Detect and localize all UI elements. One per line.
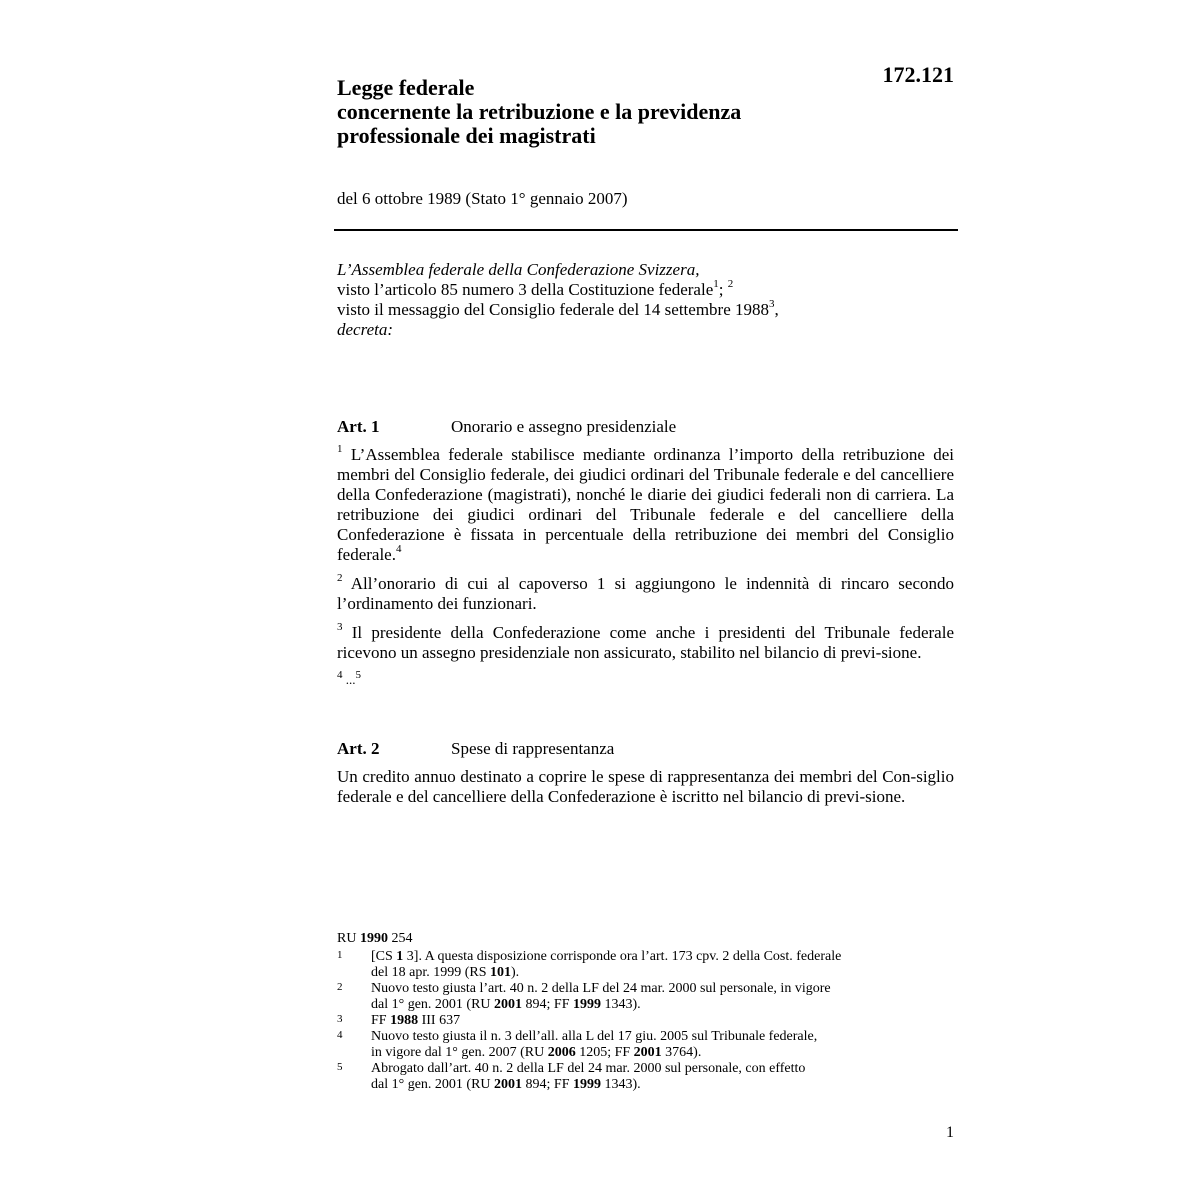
- article-number: Art. 2: [337, 739, 380, 758]
- footnote-item: [337, 1061, 937, 1093]
- article-number: Art. 1: [337, 417, 380, 436]
- preamble-decree: decreta:: [337, 320, 394, 339]
- article-heading: [337, 739, 614, 759]
- footnote-ref[interactable]: 5: [355, 668, 361, 681]
- paragraph: Un credito annuo destinato a coprire le spese di rappresentanza dei membri del Con-siglio federale e del cancelliere della Confederazione è iscritto nel bilancio di previ-sione.: [337, 767, 954, 806]
- footnote-line: Abrogato dall’art. 40 n. 2 della LF del 24 mar. 2000 sul personale, con effetto: [371, 1061, 806, 1076]
- paragraph-text: ...: [345, 672, 356, 687]
- paragraph-text: Il presidente della Confederazione come anche i presidenti del Tribunale federale ricevono un assegno presidenziale non assicurato, stabilito nel bilancio di previ-sione.: [337, 623, 954, 662]
- paragraph: [337, 623, 954, 663]
- paragraph: [337, 445, 954, 565]
- footnote-line: del 18 apr. 1999 (RS 101).: [371, 965, 520, 980]
- footnote-ref[interactable]: 2: [727, 278, 734, 291]
- footnote-line: dal 1° gen. 2001 (RU 2001 894; FF 1999 1343).: [371, 997, 641, 1012]
- title-line: Legge federale: [337, 75, 475, 100]
- paragraph-number: 4: [337, 668, 343, 681]
- preamble-text: visto il messaggio del Consiglio federale del 14 settembre 1988: [337, 300, 769, 319]
- preamble-line: [337, 300, 954, 320]
- footnote-item: [337, 1029, 937, 1061]
- preamble-authority: L’Assemblea federale della Confederazione Svizzera,: [337, 260, 700, 279]
- law-title: [337, 76, 837, 148]
- paragraph-number: 1: [337, 443, 343, 456]
- law-date: del 6 ottobre 1989 (Stato 1° gennaio 2007): [337, 189, 628, 208]
- footnote-line: Nuovo testo giusta il n. 3 dell’all. alla L del 17 giu. 2005 sul Tribunale federale,: [371, 1029, 818, 1044]
- footnotes: [337, 931, 937, 1093]
- footnote-line: in vigore dal 1° gen. 2007 (RU 2006 1205; FF 2001 3764).: [371, 1045, 702, 1060]
- preamble-line: [337, 280, 954, 300]
- footnote-ref[interactable]: 3: [769, 298, 775, 311]
- paragraph: [337, 670, 954, 690]
- footnote-line: Nuovo testo giusta l’art. 40 n. 2 della LF del 24 mar. 2000 sul personale, in vigore: [371, 981, 831, 996]
- footnote-item: [337, 949, 937, 981]
- footnote-line: FF 1988 III 637: [371, 1013, 461, 1028]
- paragraph-text: L’Assemblea federale stabilisce mediante ordinanza l’importo della retribuzione dei membri del Consiglio federale, dei giudici ordinari del Tribunale federale e del cancelliere della Confederazione (magistrati), nonché le diarie dei giudici federali non di carriera. La retribuzione dei giudici ordinari del Tribunale federale e del cancelliere della Confederazione è fissata in percentuale della retribuzione dei membri del Consiglio federale.: [337, 445, 954, 564]
- title-line: concernente la retribuzione e la previdenza: [337, 99, 742, 124]
- footnote-ref[interactable]: 4: [395, 543, 402, 556]
- punctuation: ,: [774, 300, 779, 319]
- article-heading: [337, 417, 676, 437]
- article-title: Onorario e assegno presidenziale: [451, 417, 677, 436]
- separator: ;: [718, 280, 728, 299]
- article-body: [337, 767, 954, 807]
- footnote-line: dal 1° gen. 2001 (RU 2001 894; FF 1999 1343).: [371, 1077, 641, 1092]
- footnote-number: 1: [337, 949, 343, 961]
- footnote-item: [337, 981, 937, 1013]
- footnote-number: 2: [337, 981, 343, 993]
- paragraph-number: 3: [337, 621, 343, 634]
- footnote-ref[interactable]: 1: [713, 278, 719, 291]
- footnote-number: 3: [337, 1013, 343, 1025]
- article-title: Spese di rappresentanza: [451, 739, 615, 758]
- preamble: [337, 260, 954, 340]
- title-line: professionale dei magistrati: [337, 123, 596, 148]
- paragraph-number: 2: [337, 572, 343, 585]
- footnote-number: 5: [337, 1061, 343, 1073]
- article-body: [337, 445, 954, 690]
- preamble-text: visto l’articolo 85 numero 3 della Costituzione federale: [337, 280, 714, 299]
- sr-number: 172.121: [882, 62, 954, 87]
- paragraph-text: All’onorario di cui al capoverso 1 si aggiungono le indennità di rincaro secondo l’ordinamento dei funzionari.: [337, 574, 954, 613]
- page-number: 1: [946, 1124, 954, 1141]
- header-divider: [334, 229, 958, 231]
- footnote-number: 4: [337, 1029, 343, 1041]
- footnote-line: [CS 1 3]. A questa disposizione corrisponde ora l’art. 173 cpv. 2 della Cost. federale: [371, 949, 842, 964]
- paragraph: [337, 574, 954, 614]
- footnote-item: [337, 1013, 937, 1029]
- official-compilation-ref: RU 1990 254: [337, 931, 413, 946]
